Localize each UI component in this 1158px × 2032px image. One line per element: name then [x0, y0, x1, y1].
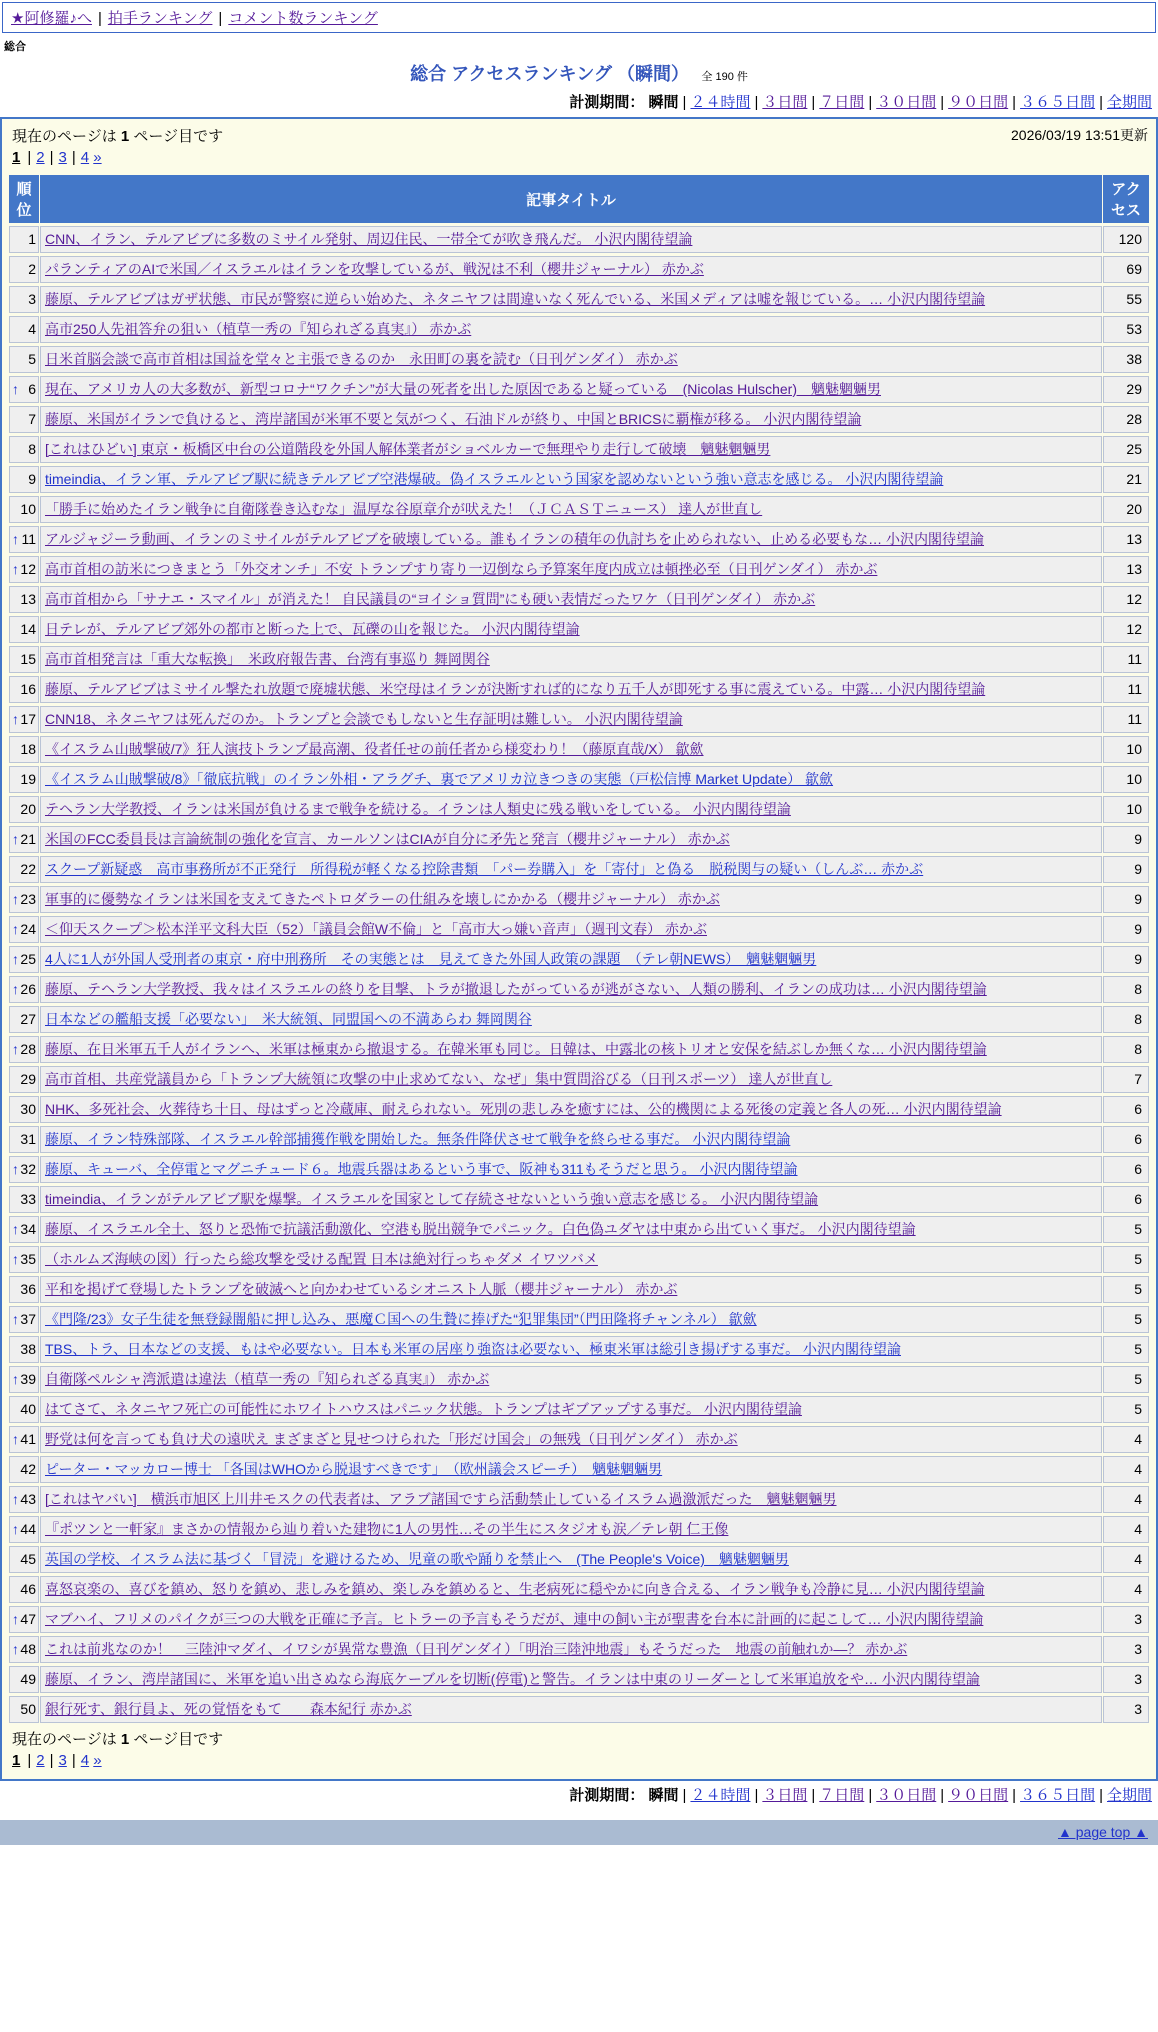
table-row [9, 286, 1149, 313]
access-count: 55 [1103, 286, 1149, 313]
article-link[interactable]: 高市首相発言は「重大な転換」 米政府報告書、台湾有事巡り 舞岡関谷 [45, 651, 490, 667]
article-link[interactable]: 藤原、イラン特殊部隊、イスラエル幹部捕獲作戦を開始した。無条件降伏させて戦争を終らせる事だ。 小沢内閣待望論 [45, 1131, 791, 1147]
article-link[interactable]: アルジャジーラ動画、イランのミサイルがテルアビブを破壊している。誰もイランの積年の仇討ちを止められない、止める必要もな… 小沢内閣待望論 [45, 531, 985, 547]
up-arrow-icon: ↑ [12, 1221, 19, 1237]
access-count: 9 [1103, 856, 1149, 883]
table-row [9, 1006, 1149, 1033]
table-row [9, 1366, 1149, 1393]
table-row [9, 346, 1149, 373]
period-link[interactable]: 全期間 [1106, 1787, 1152, 1804]
rank-number: 40 [20, 1401, 36, 1417]
article-link[interactable]: これは前兆なのか！ 三陸沖マダイ、イワシが異常な豊漁（日刊ゲンダイ）「明治三陸沖地震」もそうだった 地震の前触れか―？ 赤かぶ [45, 1641, 908, 1657]
access-count: 69 [1103, 256, 1149, 283]
separator: | [71, 149, 76, 166]
article-link[interactable]: 野党は何を言っても負け犬の遠吠え まざまざと見せつけられた「形だけ国会」の無残（日刊ゲンダイ） 赤かぶ [45, 1431, 738, 1447]
period-link[interactable]: ３０日間 [876, 1787, 937, 1804]
access-count: 5 [1103, 1366, 1149, 1393]
up-arrow-icon: ↑ [12, 381, 19, 397]
table-row [9, 616, 1149, 643]
separator: | [811, 94, 816, 111]
access-count: 8 [1103, 976, 1149, 1003]
rank-number: 10 [20, 501, 36, 517]
article-link[interactable]: ピーター・マッカロー博士 「各国はWHOから脱退すべきです」 （欧州議会スピーチ） 魑魅魍魎男 [45, 1461, 663, 1477]
up-arrow-icon: ↑ [12, 1521, 19, 1537]
article-link[interactable]: 英国の学校、イスラム法に基づく「冒涜」を避けるため、児童の歌や踊りを禁止へ (The People's Voice) 魑魅魍魎男 [45, 1551, 789, 1567]
article-link[interactable]: CNN、イラン、テルアビブに多数のミサイル発射、周辺住民、一帯全てが吹き飛んだ。 小沢内閣待望論 [45, 231, 693, 247]
article-link[interactable]: 軍事的に優勢なイランは米国を支えてきたペトロダラーの仕組みを壊しにかかる（櫻井ジャーナル） 赤かぶ [45, 891, 720, 907]
access-count: 6 [1103, 1186, 1149, 1213]
separator: | [1012, 94, 1017, 111]
table-row [9, 1336, 1149, 1363]
pagination-top [8, 146, 1150, 170]
separator: | [754, 1787, 759, 1804]
access-count: 3 [1103, 1696, 1149, 1723]
rank-number: 26 [20, 981, 36, 997]
table-row [9, 856, 1149, 883]
up-arrow-icon: ↑ [12, 531, 19, 547]
table-row [9, 736, 1149, 763]
rank-number: 17 [20, 711, 36, 727]
article-link[interactable]: 自衛隊ペルシャ湾派遣は違法（植草一秀の『知られざる真実』） 赤かぶ [45, 1371, 490, 1387]
article-link[interactable]: 《イスラム山賊撃破/7》狂人演技トランプ最高潮、役者任せの前任者から様変わり！（藤原直哉/X） 歙歛 [45, 741, 704, 757]
rank-number: 23 [20, 891, 36, 907]
access-count: 4 [1103, 1516, 1149, 1543]
title-line [0, 54, 1158, 88]
table-row [9, 1096, 1149, 1123]
separator: | [868, 1787, 873, 1804]
article-link[interactable]: 藤原、在日米軍五千人がイランへ、米軍は極東から撤退する。在韓米軍も同じ。日韓は、中露北の核トリオと安保を結ぶしか無くな… 小沢内閣待望論 [45, 1041, 987, 1057]
access-count: 120 [1103, 226, 1149, 253]
bottom-spacer [0, 1845, 1158, 1890]
period-link[interactable]: ３６５日間 [1020, 1787, 1096, 1804]
rank-number: 15 [20, 651, 36, 667]
separator: | [49, 149, 54, 166]
top-nav-link-clap-ranking[interactable]: 拍手ランキング [107, 10, 213, 27]
table-row [9, 1546, 1149, 1573]
separator: | [97, 10, 102, 27]
table-row [9, 1066, 1149, 1093]
access-count: 3 [1103, 1666, 1149, 1693]
rank-number: 18 [20, 741, 36, 757]
page-link[interactable]: 4 [80, 1752, 90, 1769]
rank-number: 49 [20, 1671, 36, 1687]
rank-number: 42 [20, 1461, 36, 1477]
up-arrow-icon: ↑ [12, 951, 19, 967]
table-row [9, 916, 1149, 943]
article-link[interactable]: 日本などの艦船支援「必要ない」 米大統領、同盟国への不満あらわ 舞岡関谷 [45, 1011, 532, 1027]
separator: | [682, 1787, 687, 1804]
period-link[interactable]: ２４時間 [690, 94, 751, 111]
access-count: 8 [1103, 1036, 1149, 1063]
access-count: 5 [1103, 1306, 1149, 1333]
table-row [9, 1156, 1149, 1183]
access-count: 13 [1103, 556, 1149, 583]
access-count: 5 [1103, 1336, 1149, 1363]
access-count: 29 [1103, 376, 1149, 403]
rank-number: 7 [28, 411, 36, 427]
access-count: 4 [1103, 1456, 1149, 1483]
article-link[interactable]: timeindia、イラン軍、テルアビブ駅に続きテルアビブ空港爆破。偽イスラエルという国家を認めないという強い意志を感じる。 小沢内閣待望論 [45, 471, 944, 487]
table-row [9, 706, 1149, 733]
rank-number: 3 [28, 291, 36, 307]
up-arrow-icon: ↑ [12, 1641, 19, 1657]
top-nav [2, 2, 1156, 33]
period-nav-label: 計測期間： [569, 1787, 645, 1804]
rank-number: 35 [20, 1251, 36, 1267]
rank-number: 8 [28, 441, 36, 457]
up-arrow-icon: ↑ [12, 1251, 19, 1267]
article-link[interactable]: 喜怒哀楽の、喜びを鎮め、怒りを鎮め、悲しみを鎮め、楽しみを鎮めると、生老病死に穏やかに向き合える、イラン戦争も冷静に見… 小沢内閣待望論 [45, 1581, 985, 1597]
rank-number: 33 [20, 1191, 36, 1207]
table-row [9, 676, 1149, 703]
article-link[interactable]: [これはひどい] 東京・板橋区中台の公道階段を外国人解体業者がショベルカーで無理やり走行して破壊 魑魅魍魎男 [45, 441, 771, 457]
separator: | [49, 1752, 54, 1769]
article-link[interactable]: 銀行死す、銀行員よ、死の覚悟をもて 森本紀行 赤かぶ [45, 1701, 412, 1717]
up-arrow-icon: ↑ [12, 831, 19, 847]
rank-number: 11 [21, 531, 36, 547]
period-link[interactable]: ７日間 [819, 94, 865, 111]
up-arrow-icon: ↑ [12, 1611, 19, 1627]
updated-timestamp: 2026/03/19 13:51更新 [1011, 127, 1148, 143]
access-count: 28 [1103, 406, 1149, 433]
article-link[interactable]: 藤原、テルアビブはミサイル撃たれ放題で廃墟状態、米空母はイランが決断すれば的になり五千人が即死する事に震えている。中露… 小沢内閣待望論 [45, 681, 986, 697]
article-link[interactable]: パランティアのAIで米国／イスラエルはイランを攻撃しているが、戦況は不利（櫻井ジャーナル） 赤かぶ [45, 261, 704, 277]
article-link[interactable]: 平和を掲げて登場したトランプを破滅へと向かわせているシオニスト人脈（櫻井ジャーナル） 赤かぶ [45, 1281, 678, 1297]
table-row [9, 1456, 1149, 1483]
page-link[interactable]: 3 [58, 149, 67, 166]
access-count: 4 [1103, 1426, 1149, 1453]
table-row [9, 256, 1149, 283]
separator: | [1012, 1787, 1017, 1804]
page-info: 現在のページは 1 ページ目です [12, 1731, 224, 1748]
access-count: 11 [1103, 646, 1149, 673]
rank-number: 12 [20, 561, 36, 577]
separator: | [218, 10, 223, 27]
access-count: 5 [1103, 1246, 1149, 1273]
article-link[interactable]: 高市首相、共産党議員から「トランプ大統領に攻撃の中止求めてない、なぜ」集中質問浴びる（日刊スポーツ） 達人が世直し [45, 1071, 833, 1087]
article-link[interactable]: 日米首脳会談で高市首相は国益を堂々と主張できるのか 永田町の裏を読む（日刊ゲンダイ） 赤かぶ [45, 351, 678, 367]
up-arrow-icon: ↑ [12, 1161, 19, 1177]
rank-number: 36 [20, 1281, 36, 1297]
access-count: 10 [1103, 736, 1149, 763]
article-link[interactable]: 現在、アメリカ人の大多数が、新型コロナ“ワクチン”が大量の死者を出した原因であると疑っている (Nicolas Hulscher) 魑魅魍魎男 [45, 381, 881, 397]
top-nav-link-comment-ranking[interactable]: コメント数ランキング [228, 10, 378, 27]
table-row [9, 976, 1149, 1003]
article-link[interactable]: 4人に1人が外国人受刑者の東京・府中刑務所 その実態とは 見えてきた外国人政策の課題 （テレ朝NEWS） 魑魅魍魎男 [45, 951, 817, 967]
article-link[interactable]: 藤原、テヘラン大学教授、我々はイスラエルの終りを目撃、トラが撤退したがっているが逃がさない、人類の勝利、イランの成功は… 小沢内閣待望論 [45, 981, 987, 997]
separator: | [1099, 1787, 1103, 1804]
bottom-bar [0, 1820, 1158, 1845]
article-link[interactable]: はてさて、ネタニヤフ死亡の可能性にホワイトハウスはパニック状態。トランプはギブアップする事だ。 小沢内閣待望論 [45, 1401, 802, 1417]
page-link[interactable]: 2 [36, 1752, 45, 1769]
content-box [0, 117, 1158, 1781]
table-row [9, 886, 1149, 913]
access-count: 12 [1103, 586, 1149, 613]
article-link[interactable]: 《イスラム山賊撃破/8》「徹底抗戦」のイラン外相・アラグチ、裏でアメリカ泣きつきの実態（戸松信博 Market Update） 歙歛 [45, 771, 834, 787]
period-link[interactable]: ９０日間 [948, 94, 1009, 111]
rank-number: 13 [20, 591, 36, 607]
total-count: 全 190 件 [701, 71, 748, 83]
table-row [9, 1306, 1149, 1333]
rank-number: 47 [20, 1611, 36, 1627]
up-arrow-icon: ↑ [12, 921, 19, 937]
period-nav-label: 計測期間： [569, 94, 645, 111]
separator: | [940, 94, 945, 111]
access-count: 4 [1103, 1486, 1149, 1513]
access-column-header: アクセス [1103, 175, 1149, 223]
access-count: 3 [1103, 1636, 1149, 1663]
table-row [9, 406, 1149, 433]
article-link[interactable]: マブハイ、フリメのパイクが三つの大戦を正確に予言。ヒトラーの予言もそうだが、連中の飼い主が聖書を台本に計画的に起こして… 小沢内閣待望論 [45, 1611, 984, 1627]
rank-number: 37 [20, 1311, 36, 1327]
separator: | [1099, 94, 1103, 111]
rank-number: 50 [20, 1701, 36, 1717]
period-link[interactable]: ９０日間 [948, 1787, 1009, 1804]
up-arrow-icon: ↑ [12, 1041, 19, 1057]
top-nav-link-home[interactable]: ★阿修羅♪へ [11, 10, 92, 27]
rank-number: 16 [20, 681, 36, 697]
rank-number: 34 [20, 1221, 36, 1237]
rank-number: 43 [20, 1491, 36, 1507]
rank-number: 2 [28, 261, 36, 277]
period-link[interactable]: ３６５日間 [1020, 94, 1096, 111]
table-row [9, 496, 1149, 523]
rank-number: 28 [20, 1041, 36, 1057]
rank-number: 25 [20, 951, 36, 967]
article-link[interactable]: 高市首相の訪米につきまとう「外交オンチ」不安 トランプすり寄り一辺倒なら予算案年度内成立は頓挫必至（日刊ゲンダイ） 赤かぶ [45, 561, 878, 577]
rank-number: 1 [28, 231, 36, 247]
table-row [9, 1276, 1149, 1303]
rank-number: 19 [20, 771, 36, 787]
next-page-link[interactable]: » [93, 1752, 102, 1769]
access-count: 6 [1103, 1156, 1149, 1183]
access-count: 25 [1103, 436, 1149, 463]
title-column-header: 記事タイトル [40, 175, 1102, 223]
rank-number: 38 [20, 1341, 36, 1357]
period-link[interactable]: ３０日間 [876, 94, 937, 111]
separator: | [868, 94, 873, 111]
up-arrow-icon: ↑ [12, 1311, 19, 1327]
access-count: 4 [1103, 1546, 1149, 1573]
access-count: 11 [1103, 676, 1149, 703]
access-count: 10 [1103, 796, 1149, 823]
table-row [9, 1516, 1149, 1543]
rank-number: 32 [20, 1161, 36, 1177]
up-arrow-icon: ↑ [12, 981, 19, 997]
table-row [9, 1486, 1149, 1513]
access-count: 7 [1103, 1066, 1149, 1093]
table-row [9, 1426, 1149, 1453]
table-row [9, 1126, 1149, 1153]
access-count: 6 [1103, 1096, 1149, 1123]
rank-number: 44 [20, 1521, 36, 1537]
up-arrow-icon: ↑ [12, 711, 19, 727]
table-row [9, 1036, 1149, 1063]
separator: | [754, 94, 759, 111]
up-arrow-icon: ↑ [12, 1491, 19, 1507]
page-info: 現在のページは 1 ページ目です [12, 128, 224, 145]
access-count: 9 [1103, 826, 1149, 853]
access-count: 21 [1103, 466, 1149, 493]
article-link[interactable]: [これはヤバい] 横浜市旭区上川井モスクの代表者は、アラブ諸国ですら活動禁止しているイスラム過激派だった 魑魅魍魎男 [45, 1491, 837, 1507]
rank-number: 24 [20, 921, 36, 937]
access-count: 5 [1103, 1276, 1149, 1303]
separator: | [71, 1752, 76, 1769]
rank-number: 41 [20, 1431, 36, 1447]
access-count: 11 [1103, 706, 1149, 733]
rank-number: 9 [28, 471, 36, 487]
page-current: 1 [12, 1752, 21, 1769]
table-row [9, 436, 1149, 463]
article-link[interactable]: （ホルムズ海峡の図）行ったら総攻撃を受ける配置 日本は絶対行っちゃダメ イワツバメ [45, 1251, 598, 1267]
article-link[interactable]: 《門隆/23》女子生徒を無登録闇船に押し込み、悪魔Ｃ国への生贄に捧げた“犯罪集団”（門田隆将チャンネル） 歙歛 [45, 1311, 757, 1327]
period-nav-bottom [0, 1781, 1158, 1810]
rank-number: 30 [20, 1101, 36, 1117]
article-link[interactable]: テヘラン大学教授、イランは米国が負けるまで戦争を続ける。イランは人類史に残る戦いをしている。 小沢内閣待望論 [45, 801, 791, 817]
page-link[interactable]: 2 [36, 149, 45, 166]
table-row [9, 316, 1149, 343]
access-count: 13 [1103, 526, 1149, 553]
table-row [9, 1576, 1149, 1603]
rank-number: 20 [20, 801, 36, 817]
period-link[interactable]: ３日間 [762, 94, 808, 111]
table-row [9, 526, 1149, 553]
article-link[interactable]: 藤原、イスラエル全土、怒りと恐怖で抗議活動激化、空港も脱出競争でパニック。白色偽ユダヤは中東から出ていく事だ。 小沢内閣待望論 [45, 1221, 916, 1237]
article-link[interactable]: 『ポツンと一軒家』まさかの情報から辿り着いた建物に1人の男性…その半生にスタジオも涙／テレ朝 仁王像 [45, 1521, 729, 1537]
article-link[interactable]: 高市250人先祖答弁の狙い（植草一秀の『知られざる真実』） 赤かぶ [45, 321, 472, 337]
table-row [9, 376, 1149, 403]
access-count: 9 [1103, 916, 1149, 943]
access-count: 10 [1103, 766, 1149, 793]
access-count: 8 [1103, 1006, 1149, 1033]
separator: | [940, 1787, 945, 1804]
table-row [9, 646, 1149, 673]
table-row [9, 946, 1149, 973]
table-row [9, 466, 1149, 493]
period-link[interactable]: ３日間 [762, 1787, 808, 1804]
page-current: 1 [12, 149, 21, 166]
period-current: 瞬間 [648, 94, 679, 111]
article-link[interactable]: 藤原、テルアビブはガザ状態、市民が警察に逆らい始めた、ネタニヤフは間違いなく死んでいる、米国メディアは嘘を報じている。… 小沢内閣待望論 [45, 291, 986, 307]
rank-number: 21 [20, 831, 36, 847]
article-link[interactable]: TBS、トラ、日本などの支援、もはや必要ない。日本も米軍の居座り強盗は必要ない、極東米軍は総引き揚げする事だ。 小沢内閣待望論 [45, 1341, 901, 1357]
pagination-bottom [8, 1749, 1150, 1773]
table-row [9, 556, 1149, 583]
table-row [9, 1186, 1149, 1213]
page-top-link[interactable]: ▲ page top ▲ [1058, 1824, 1148, 1840]
ranking-table [8, 172, 1150, 1726]
access-count: 38 [1103, 346, 1149, 373]
separator: | [682, 94, 687, 111]
article-link[interactable]: 藤原、イラン、湾岸諸国に、米軍を追い出さぬなら海底ケーブルを切断(停電)と警告。イランは中東のリーダーとして米軍追放をや… 小沢内閣待望論 [45, 1671, 980, 1687]
separator: | [27, 1752, 32, 1769]
rank-column-header: 順位 [9, 175, 39, 223]
period-link[interactable]: ７日間 [819, 1787, 865, 1804]
rank-number: 27 [20, 1011, 36, 1027]
rank-number: 6 [28, 381, 36, 397]
article-link[interactable]: スクープ新疑惑 高市事務所が不正発行 所得税が軽くなる控除書類 「パー券購入」を「寄付」と偽る 脱税関与の疑い（しんぶ… 赤かぶ [45, 861, 924, 877]
article-link[interactable]: NHK、多死社会、火葬待ち十日、母はずっと冷蔵庫、耐えられない。死別の悲しみを癒すには、公的機関による死後の定義と各人の死… 小沢内閣待望論 [45, 1101, 1002, 1117]
page-link[interactable]: 3 [58, 1752, 67, 1769]
access-count: 3 [1103, 1606, 1149, 1633]
article-link[interactable]: CNN18、ネタニヤフは死んだのか。トランプと会談でもしないと生存証明は難しい。 小沢内閣待望論 [45, 711, 683, 727]
separator: | [811, 1787, 816, 1804]
up-arrow-icon: ↑ [12, 561, 19, 577]
up-arrow-icon: ↑ [12, 1371, 19, 1387]
article-link[interactable]: timeindia、イランがテルアビブ駅を爆撃。イスラエルを国家として存続させないという強い意志を感じる。 小沢内閣待望論 [45, 1191, 819, 1207]
rank-number: 46 [20, 1581, 36, 1597]
table-row [9, 1666, 1149, 1693]
article-link[interactable]: 高市首相から「サナエ・スマイル」が消えた！ 自民議員の“ヨイショ質問”にも硬い表情だったワケ（日刊ゲンダイ） 赤かぶ [45, 591, 816, 607]
separator: | [27, 149, 32, 166]
access-count: 5 [1103, 1216, 1149, 1243]
access-count: 5 [1103, 1396, 1149, 1423]
access-count: 9 [1103, 886, 1149, 913]
article-link[interactable]: ＜仰天スクープ＞松本洋平文科大臣（52）「議員会館W不倫」と「高市大っ嫌い音声」（週刊文春） 赤かぶ [45, 921, 707, 937]
table-row [9, 1606, 1149, 1633]
access-count: 20 [1103, 496, 1149, 523]
table-row [9, 586, 1149, 613]
table-row [9, 796, 1149, 823]
page-link[interactable]: 4 [80, 149, 90, 166]
up-arrow-icon: ↑ [12, 1431, 19, 1447]
period-nav-top [0, 88, 1158, 117]
rank-number: 29 [20, 1071, 36, 1087]
rank-number: 31 [20, 1131, 36, 1147]
table-row [9, 1636, 1149, 1663]
table-row [9, 1696, 1149, 1723]
article-link[interactable]: 藤原、キューバ、全停電とマグニチュード６。地震兵器はあるという事で、阪神も311もそうだと思う。 小沢内閣待望論 [45, 1161, 798, 1177]
section-label: 総合 [4, 41, 26, 53]
rank-number: 5 [28, 351, 36, 367]
table-row [9, 1216, 1149, 1243]
up-arrow-icon: ↑ [12, 891, 19, 907]
access-count: 4 [1103, 1576, 1149, 1603]
table-row [9, 1396, 1149, 1423]
article-link[interactable]: 日テレが、テルアビブ郊外の都市と断った上で、瓦礫の山を報じた。 小沢内閣待望論 [45, 621, 580, 637]
access-count: 6 [1103, 1126, 1149, 1153]
article-link[interactable]: 米国のFCC委員長は言論統制の強化を宣言、カールソンはCIAが自分に矛先と発言（櫻井ジャーナル） 赤かぶ [45, 831, 730, 847]
table-row [9, 226, 1149, 253]
rank-number: 45 [20, 1551, 36, 1567]
rank-number: 4 [28, 321, 36, 337]
article-link[interactable]: 「勝手に始めたイラン戦争に自衛隊巻き込むな」温厚な谷原章介が吠えた！（ＪＣＡＳＴニュース） 達人が世直し [45, 501, 763, 517]
access-count: 9 [1103, 946, 1149, 973]
access-count: 12 [1103, 616, 1149, 643]
rank-number: 14 [20, 621, 36, 637]
table-row [9, 826, 1149, 853]
rank-number: 48 [20, 1641, 36, 1657]
next-page-link[interactable]: » [93, 149, 102, 166]
page-title: 総合 アクセスランキング （瞬間） [410, 64, 689, 84]
period-link[interactable]: ２４時間 [690, 1787, 751, 1804]
table-row [9, 1246, 1149, 1273]
access-count: 53 [1103, 316, 1149, 343]
rank-number: 39 [20, 1371, 36, 1387]
period-link[interactable]: 全期間 [1106, 94, 1152, 111]
period-current: 瞬間 [648, 1787, 679, 1804]
rank-number: 22 [20, 861, 36, 877]
article-link[interactable]: 藤原、米国がイランで負けると、湾岸諸国が米軍不要と気がつく、石油ドルが終り、中国とBRICSに覇権が移る。 小沢内閣待望論 [45, 411, 862, 427]
table-row [9, 766, 1149, 793]
